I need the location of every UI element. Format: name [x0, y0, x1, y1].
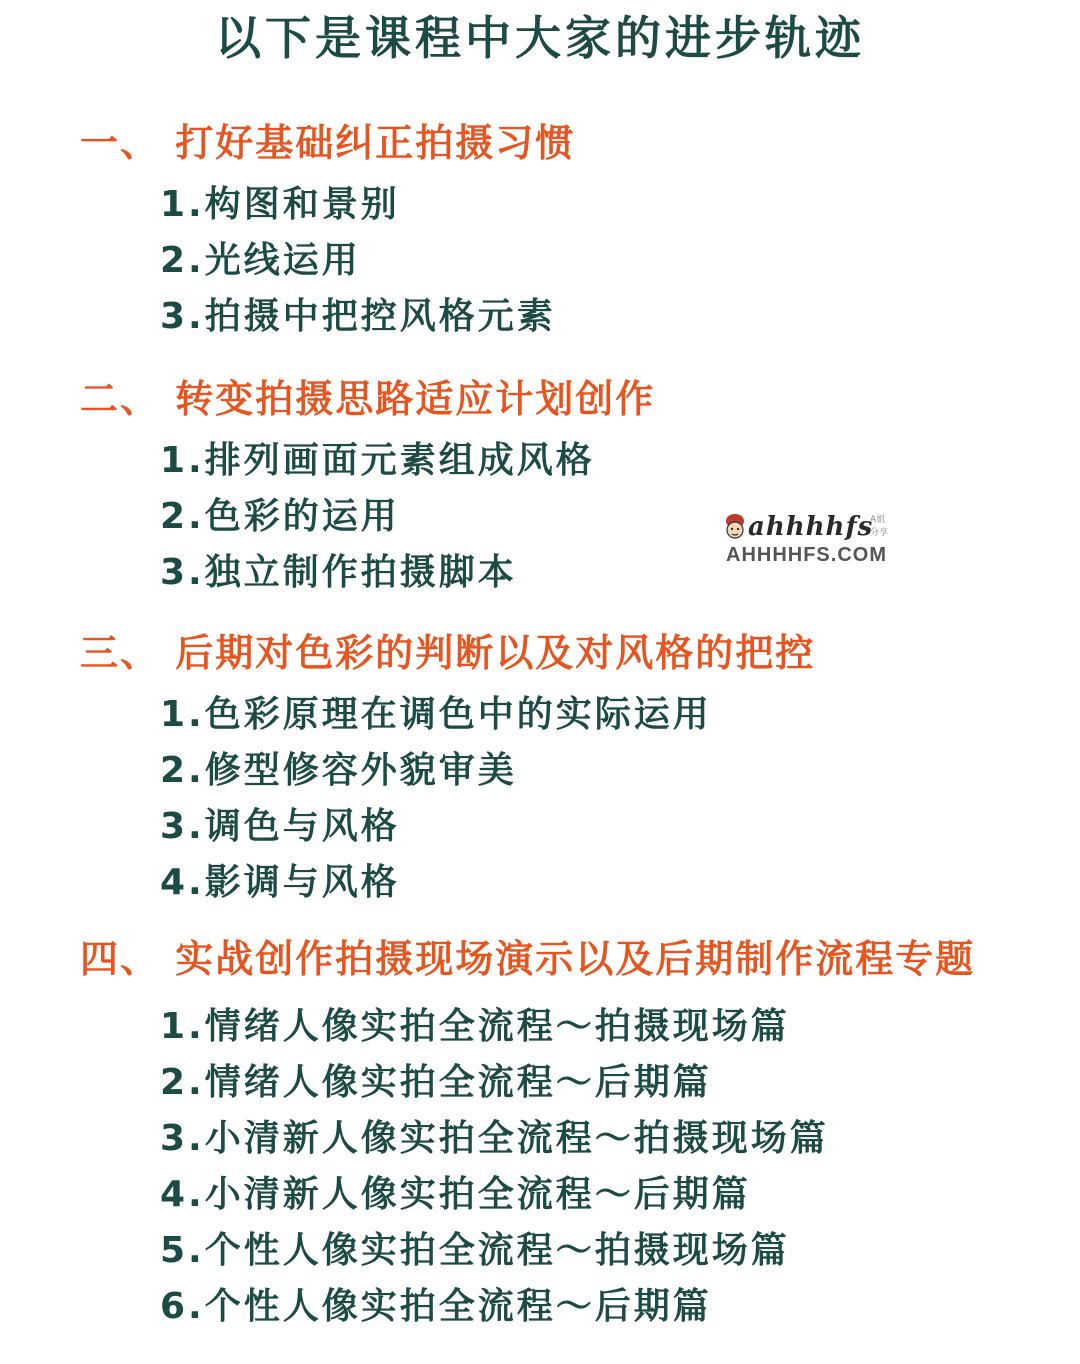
list-item: 1.情绪人像实拍全流程～拍摄现场篇	[160, 1006, 790, 1047]
list-item: 2.情绪人像实拍全流程～后期篇	[160, 1062, 712, 1103]
section-heading-3: 三、 后期对色彩的判断以及对风格的把控	[80, 631, 816, 675]
section-heading-4: 四、 实战创作拍摄现场演示以及后期制作流程专题	[80, 937, 976, 981]
list-item: 1.排列画面元素组成风格	[160, 440, 595, 481]
watermark-logo	[724, 508, 873, 542]
list-item: 4.影调与风格	[160, 862, 400, 903]
list-item: 6.个性人像实拍全流程～后期篇	[160, 1286, 712, 1327]
page-title: 以下是课程中大家的进步轨迹	[215, 11, 865, 65]
section-heading-1: 一、 打好基础纠正拍摄习惯	[80, 121, 576, 165]
list-item: 2.色彩的运用	[160, 496, 400, 537]
cartoon-face-icon	[724, 512, 746, 542]
list-item: 2.光线运用	[160, 240, 361, 281]
list-item: 2.修型修容外貌审美	[160, 750, 517, 791]
list-item: 3.小清新人像实拍全流程～拍摄现场篇	[160, 1118, 829, 1159]
watermark	[724, 508, 894, 572]
list-item: 1.色彩原理在调色中的实际运用	[160, 694, 712, 735]
list-item: 3.拍摄中把控风格元素	[160, 296, 556, 337]
list-item: 3.独立制作拍摄脚本	[160, 552, 517, 593]
list-item: 5.个性人像实拍全流程～拍摄现场篇	[160, 1230, 790, 1271]
list-item: 1.构图和景别	[160, 184, 400, 225]
list-item: 3.调色与风格	[160, 806, 400, 847]
watermark-logo-text: ahhhhfs	[748, 512, 874, 542]
list-item: 4.小清新人像实拍全流程～后期篇	[160, 1174, 751, 1215]
section-heading-2: 二、 转变拍摄思路适应计划创作	[80, 377, 656, 421]
watermark-small-text: A姐分享	[870, 515, 889, 538]
watermark-domain: AHHHHFS.COM	[726, 544, 887, 566]
